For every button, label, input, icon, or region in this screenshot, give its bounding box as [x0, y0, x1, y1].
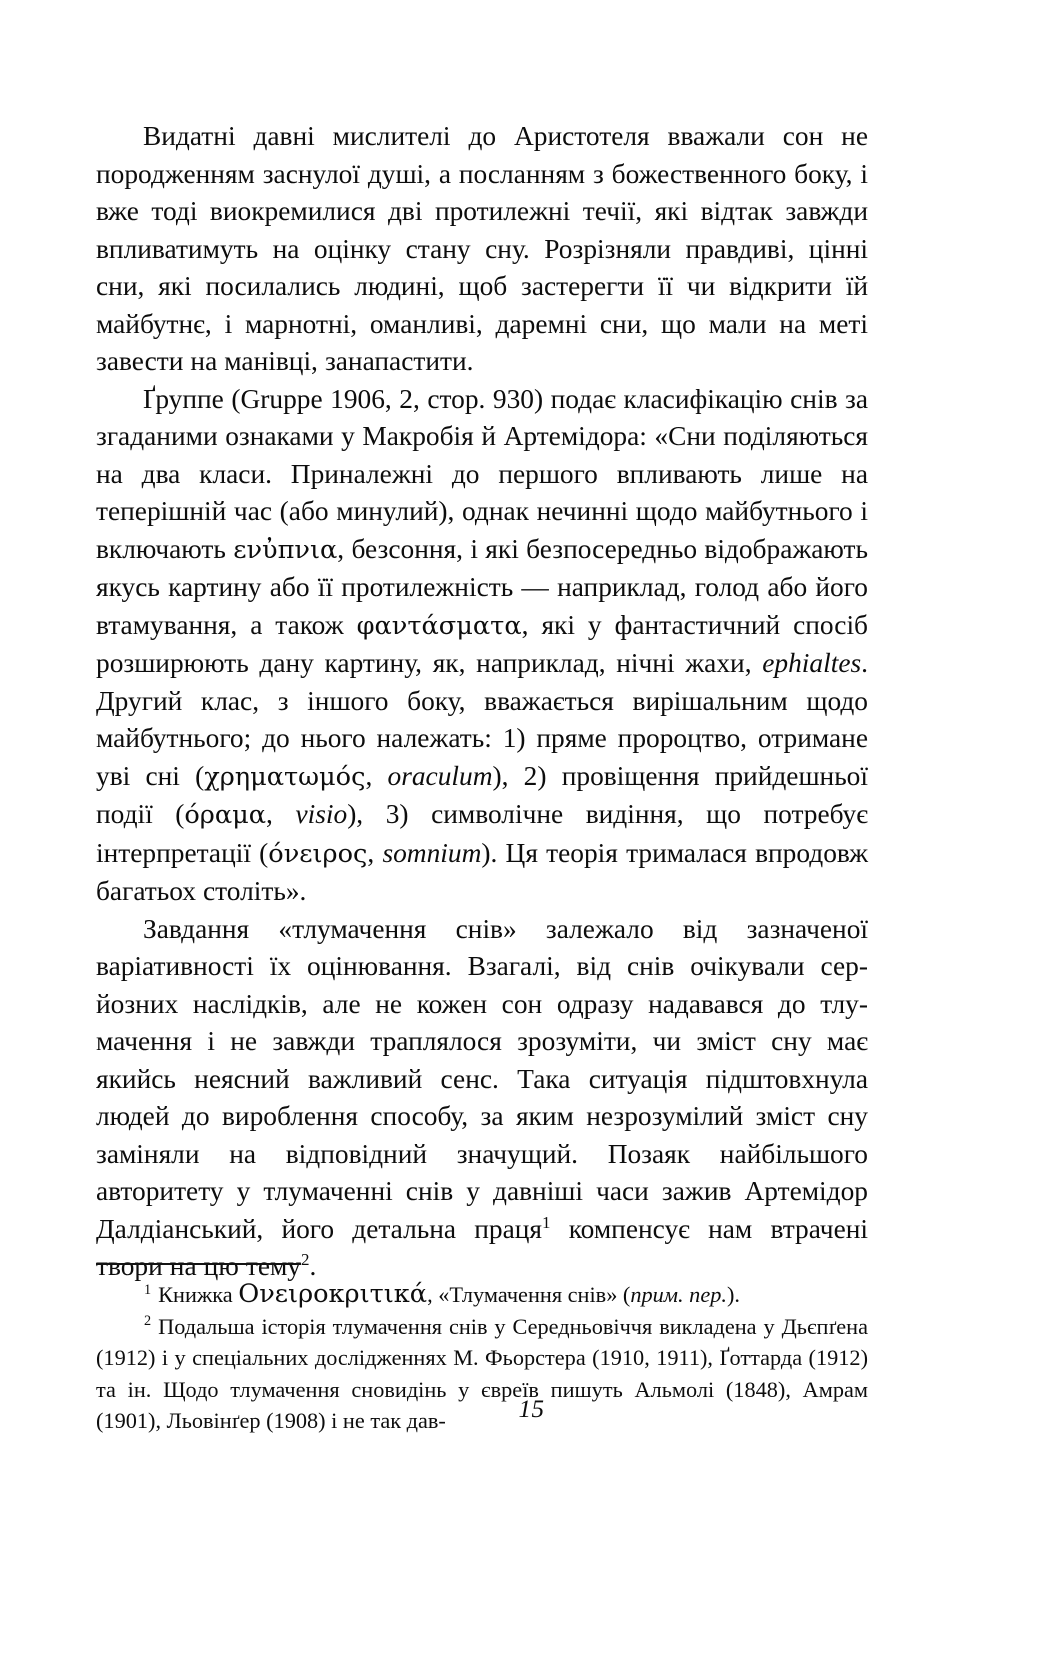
footnote-number: 2 [144, 1313, 152, 1330]
footnote-number: 1 [144, 1281, 152, 1298]
paragraph-3: Завдання «тлумачення снів» залежало від зазначеної варіативності їх оцінювання. Взагалі, від снів очікували серйозних наслідків, але не кожен сон одразу надавався до тлумачення і не завжди траплялося зрозуміти, чи зміст сну має якийсь неясний важливий сенс. Така ситуація підштовхнула людей до вироблення способу, за яким незрозумілий зміст сну заміняли на відповідний значущий. Позаяк найбільшого авторитету у тлумаченні снів у давніші часи зажив Артемідор Далдіанський, його детальна праця$^1$ компенсує нам втрачені твори на цю тему$^2$. [96, 913, 868, 1281]
greek-term: φαντάσματα [356, 610, 522, 641]
italic-term: oraculum [387, 760, 493, 791]
italic-term: прим. пер. [630, 1282, 727, 1307]
greek-term: χρηματωμός [204, 761, 366, 792]
greek-term: Ονειροκριτικά [238, 1279, 428, 1309]
footnote-1 [96, 1279, 868, 1311]
footnote-text: Подальша історія тлумачення снів у Середньовіччя викладена у Дьєпґена (1912) і у спеціальних дослідженнях М. Фьорстера (1910, 1911), Ґоттарда (1912) та ін. Щодо тлумачення сновидінь у євреїв пишуть Альмолі (1848), Амрам (1901), Льовінґер (1908) і не так дав- [96, 1313, 868, 1433]
body-text-block [96, 118, 868, 1286]
paragraph-1: Видатні давні мислителі до Аристотеля вважали сон не породженням заснулої душі, а посланням з божественного боку, і вже тоді виокремилися дві протилежні течії, які відтак завжди впливатимуть на оцінку стану сну. Розрізняли правдиві, цінні сни, які посилались людині, щоб застерегти її чи відкрити їй майбутнє, і марнотні, оманливі, даремні сни, що мали на меті завести на манівці, занапастити. [96, 121, 868, 376]
greek-term: όνειρος [268, 838, 368, 869]
footnote-reference[interactable]: 1 [542, 1212, 551, 1232]
italic-term: visio [295, 799, 348, 829]
greek-term: ενὐπνια [233, 534, 338, 565]
italic-term: ephialtes [762, 648, 862, 678]
greek-term: όραμα [184, 800, 267, 830]
footnote-separator-rule [96, 1263, 301, 1265]
footnote-text: Книжка Ονειροκριτικά, «Тлумачення снів» (прим. пер.). [158, 1279, 740, 1309]
page-number: 15 [518, 1396, 545, 1423]
footnote-reference[interactable]: 2 [301, 1249, 310, 1269]
italic-term: somnium [382, 837, 482, 868]
paragraph-2: Ґруппе (Gruppe 1906, 2, стор. 930) подає класифікацію снів за згаданими ознаками у Макробія й Артемідора: «Сни поділяються на два класи. Приналежні до першого впливають лише на теперішній час (або минулий), однак нечинні щодо майбутнього і включають ενὐπνια, безсоння, і які безпосередньо відображають якусь картину або її протилежність — наприклад, голод або його втамування, а також φαντάσματα, які у фантастичний спосіб розширюють дану картину, як, наприклад, нічні жахи, ephialtes. Другий клас, з іншого боку, вважається вирішальним щодо майбутнього; до нього належать: 1) пряме пророцтво, отримане уві сні (χρηματωμός, oraculum), 2) провіщення прийдешньої події (όραμα, visio), 3) символічне видіння, що потребує інтерпретації (όνειρος, somnium). Ця теорія трималася впродовж багатьох століть». [96, 383, 868, 906]
